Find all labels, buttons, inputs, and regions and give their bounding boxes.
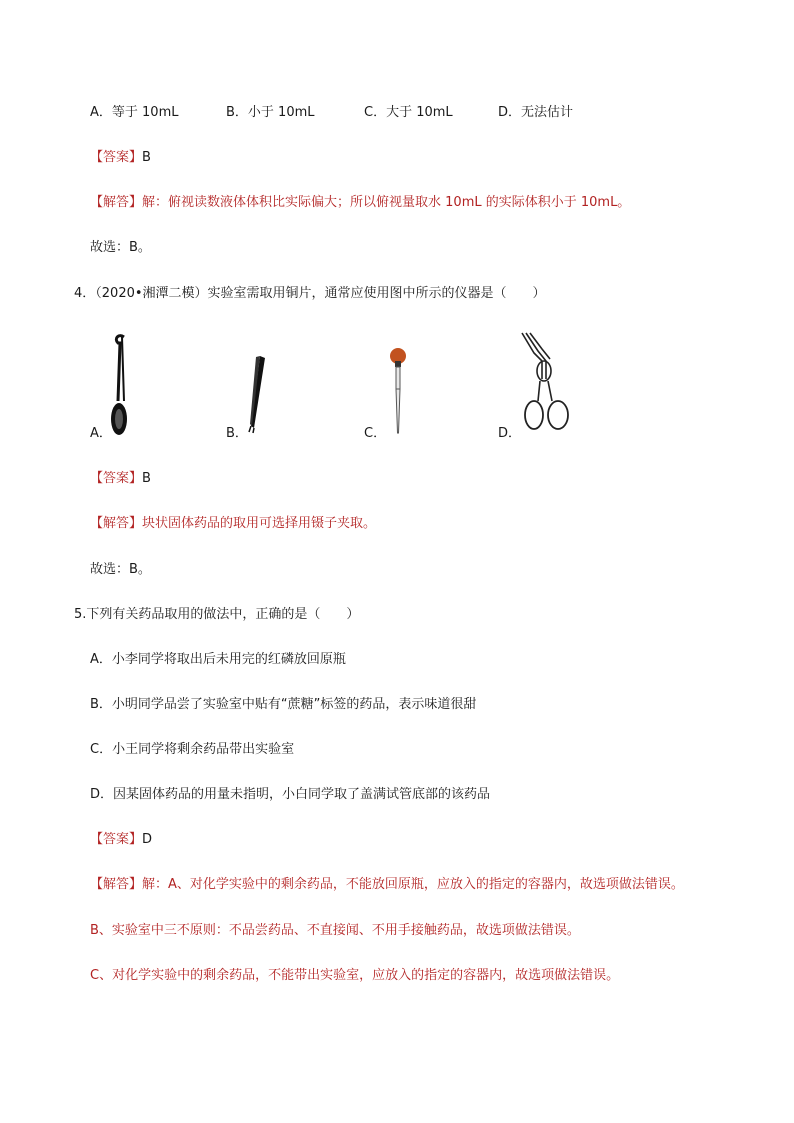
q4-stem: 4．（2020•湘潭二模）实验室需取用铜片，通常应使用图中所示的仪器是（ ）	[74, 286, 546, 301]
q3-conclusion: 故选：B。	[90, 240, 151, 255]
tweezers-image	[246, 354, 268, 434]
answer-value: D	[142, 832, 153, 847]
q3-option-b: B．小于 10mL	[226, 105, 315, 120]
q5-option-d: D．因某固体药品的用量未指明，小白同学取了盖满试管底部的该药品	[90, 787, 491, 802]
answer-tag: 【答案】	[90, 832, 143, 847]
dropper-image	[388, 347, 408, 435]
q3-option-d: D．无法估计	[498, 105, 574, 120]
q4-analysis	[90, 515, 376, 533]
spoon-instrument-image	[104, 331, 138, 439]
analysis-tag: 【解答】	[90, 195, 143, 210]
q5-option-a: A．小李同学将取出后未用完的红磷放回原瓶	[90, 652, 346, 667]
q3-answer	[90, 149, 151, 167]
q4-label-d: D．	[498, 426, 522, 441]
answer-value: B	[142, 471, 151, 486]
analysis-text: 块状固体药品的取用可选择用镊子夹取。	[142, 516, 377, 531]
q5-option-b: B．小明同学品尝了实验室中贴有“蔗糖”标签的药品，表示味道很甜	[90, 697, 477, 712]
q5-analysis-line-3: C、对化学实验中的剩余药品，不能带出实验室，应放入的指定的容器内，故选项做法错误。	[90, 968, 620, 983]
analysis-text: 解：A、对化学实验中的剩余药品，不能放回原瓶，应放入的指定的容器内，故选项做法错误。	[142, 877, 684, 892]
q5-analysis-line-2: B、实验室中三不原则：不品尝药品、不直接闻、不用手接触药品，故选项做法错误。	[90, 923, 580, 938]
q5-answer	[90, 831, 152, 849]
q5-analysis-line-1	[90, 876, 684, 894]
q5-stem: 5.下列有关药品取用的做法中，正确的是（ ）	[74, 607, 360, 622]
crucible-tongs-image	[516, 331, 580, 435]
analysis-tag: 【解答】	[90, 877, 143, 892]
q4-conclusion: 故选：B。	[90, 562, 151, 577]
answer-tag: 【答案】	[90, 471, 143, 486]
q4-label-a: A．	[90, 426, 112, 441]
q3-option-a: A．等于 10mL	[90, 105, 179, 120]
answer-value: B	[142, 150, 151, 165]
q5-option-c: C．小王同学将剩余药品带出实验室	[90, 742, 295, 757]
q4-label-b: B．	[226, 426, 248, 441]
answer-tag: 【答案】	[90, 150, 143, 165]
q4-answer	[90, 470, 151, 488]
q3-option-c: C．大于 10mL	[364, 105, 453, 120]
analysis-text: 解：俯视读数液体体积比实际偏大；所以俯视量取水 10mL 的实际体积小于 10mL。	[142, 195, 631, 210]
analysis-tag: 【解答】	[90, 516, 143, 531]
q3-analysis	[90, 194, 630, 212]
q4-label-c: C．	[364, 426, 387, 441]
